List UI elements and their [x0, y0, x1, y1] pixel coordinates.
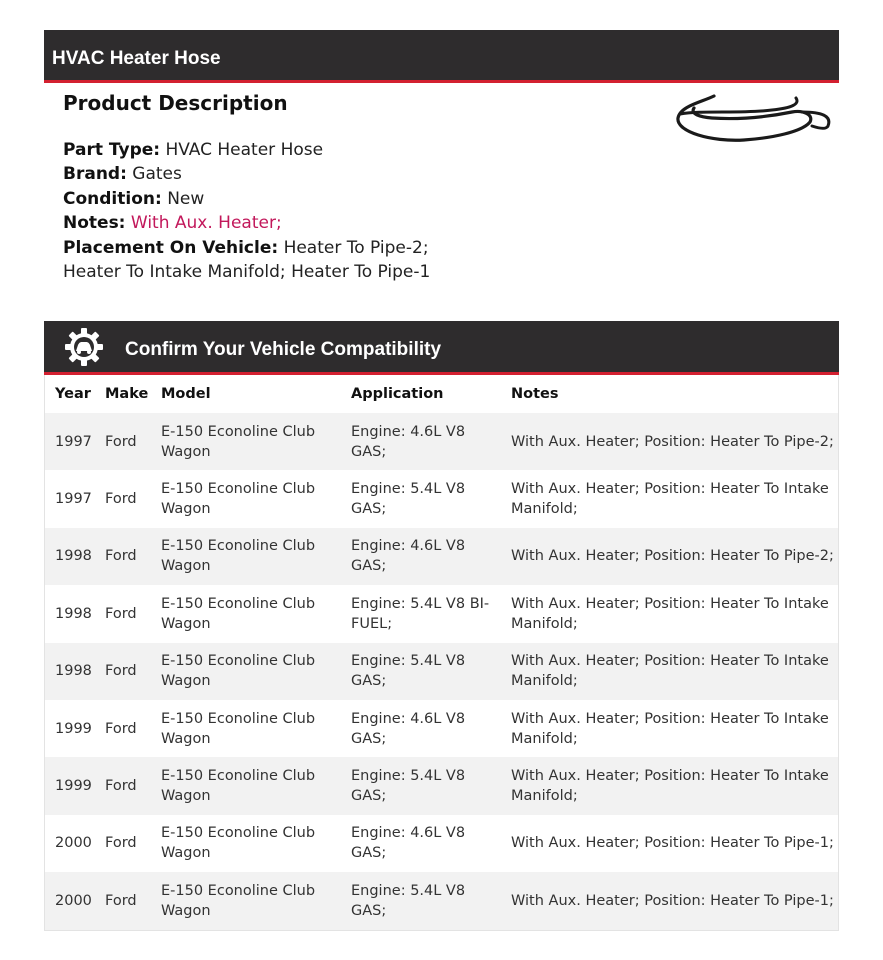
cell-application: Engine: 4.6L V8 GAS;	[341, 815, 501, 872]
compatibility-title: Confirm Your Vehicle Compatibility	[125, 339, 442, 360]
cell-notes: With Aux. Heater; Position: Heater To Intake Manifold;	[501, 470, 838, 527]
spec-value: Heater To Intake Manifold; Heater To Pipe-1	[63, 262, 431, 283]
cell-application: Engine: 5.4L V8 GAS;	[341, 872, 501, 929]
table-row	[45, 528, 838, 585]
cell-year: 1999	[45, 757, 95, 814]
description-heading: Product Description	[63, 91, 288, 115]
compatibility-bar	[44, 321, 839, 375]
spec-value: Gates	[132, 164, 182, 185]
cell-model: E-150 Econoline Club Wagon	[151, 413, 341, 470]
cell-model: E-150 Econoline Club Wagon	[151, 815, 341, 872]
cell-year: 1997	[45, 413, 95, 470]
table-row	[45, 470, 838, 527]
spec-label: Placement On Vehicle:	[63, 237, 279, 258]
table-row	[45, 757, 838, 814]
spec-list	[63, 138, 663, 284]
cell-year: 1998	[45, 585, 95, 642]
cell-notes: With Aux. Heater; Position: Heater To Intake Manifold;	[501, 585, 838, 642]
cell-notes: With Aux. Heater; Position: Heater To Pipe-1;	[501, 872, 838, 929]
spec-placement-cont	[63, 260, 663, 284]
table-row	[45, 872, 838, 929]
cell-model: E-150 Econoline Club Wagon	[151, 700, 341, 757]
cell-make: Ford	[95, 470, 151, 527]
spec-label: Brand:	[63, 164, 127, 185]
cell-notes: With Aux. Heater; Position: Heater To Pipe-1;	[501, 815, 838, 872]
column-header-model: Model	[161, 386, 211, 402]
spec-placement	[63, 236, 663, 260]
cell-application: Engine: 5.4L V8 GAS;	[341, 643, 501, 700]
cell-make: Ford	[95, 815, 151, 872]
cell-make: Ford	[95, 700, 151, 757]
spec-condition	[63, 187, 663, 211]
table-row	[45, 413, 838, 470]
cell-notes: With Aux. Heater; Position: Heater To Intake Manifold;	[501, 700, 838, 757]
cell-year: 1999	[45, 700, 95, 757]
cell-make: Ford	[95, 585, 151, 642]
cell-model: E-150 Econoline Club Wagon	[151, 470, 341, 527]
cell-application: Engine: 4.6L V8 GAS;	[341, 528, 501, 585]
product-title-bar	[44, 30, 839, 83]
cell-application: Engine: 5.4L V8 BI-FUEL;	[341, 585, 501, 642]
spec-value: New	[167, 188, 205, 209]
spec-value: Heater To Pipe-2;	[283, 237, 429, 258]
product-title: HVAC Heater Hose	[52, 48, 221, 69]
column-header-notes: Notes	[511, 386, 559, 402]
table-header-row	[45, 375, 838, 413]
table-row	[45, 815, 838, 872]
table-row	[45, 700, 838, 757]
cell-notes: With Aux. Heater; Position: Heater To Intake Manifold;	[501, 643, 838, 700]
gear-car-icon	[65, 328, 103, 366]
cell-make: Ford	[95, 643, 151, 700]
cell-model: E-150 Econoline Club Wagon	[151, 872, 341, 929]
cell-application: Engine: 4.6L V8 GAS;	[341, 413, 501, 470]
spec-label: Notes:	[63, 213, 126, 234]
cell-year: 2000	[45, 815, 95, 872]
compatibility-table	[45, 375, 838, 930]
cell-model: E-150 Econoline Club Wagon	[151, 757, 341, 814]
cell-make: Ford	[95, 872, 151, 929]
heater-hose-image	[672, 92, 832, 148]
cell-make: Ford	[95, 528, 151, 585]
spec-part-type	[63, 138, 663, 162]
cell-application: Engine: 4.6L V8 GAS;	[341, 700, 501, 757]
spec-label: Part Type:	[63, 140, 161, 160]
spec-value: With Aux. Heater;	[130, 213, 282, 234]
table-row	[45, 585, 838, 642]
spec-notes	[63, 211, 663, 235]
column-header-year: Year	[55, 386, 91, 402]
column-header-application: Application	[351, 386, 444, 402]
cell-make: Ford	[95, 757, 151, 814]
cell-year: 1998	[45, 643, 95, 700]
cell-notes: With Aux. Heater; Position: Heater To Pipe-2;	[501, 528, 838, 585]
cell-model: E-150 Econoline Club Wagon	[151, 528, 341, 585]
cell-application: Engine: 5.4L V8 GAS;	[341, 757, 501, 814]
cell-year: 2000	[45, 872, 95, 929]
cell-make: Ford	[95, 413, 151, 470]
cell-model: E-150 Econoline Club Wagon	[151, 585, 341, 642]
cell-model: E-150 Econoline Club Wagon	[151, 643, 341, 700]
table-row	[45, 643, 838, 700]
column-header-make: Make	[105, 386, 149, 402]
cell-application: Engine: 5.4L V8 GAS;	[341, 470, 501, 527]
cell-notes: With Aux. Heater; Position: Heater To Intake Manifold;	[501, 757, 838, 814]
spec-label: Condition:	[63, 188, 162, 209]
cell-year: 1998	[45, 528, 95, 585]
cell-notes: With Aux. Heater; Position: Heater To Pipe-2;	[501, 413, 838, 470]
compatibility-table-wrap	[44, 375, 839, 931]
spec-brand	[63, 162, 663, 186]
product-description	[63, 90, 663, 284]
cell-year: 1997	[45, 470, 95, 527]
spec-value: HVAC Heater Hose	[165, 140, 324, 160]
